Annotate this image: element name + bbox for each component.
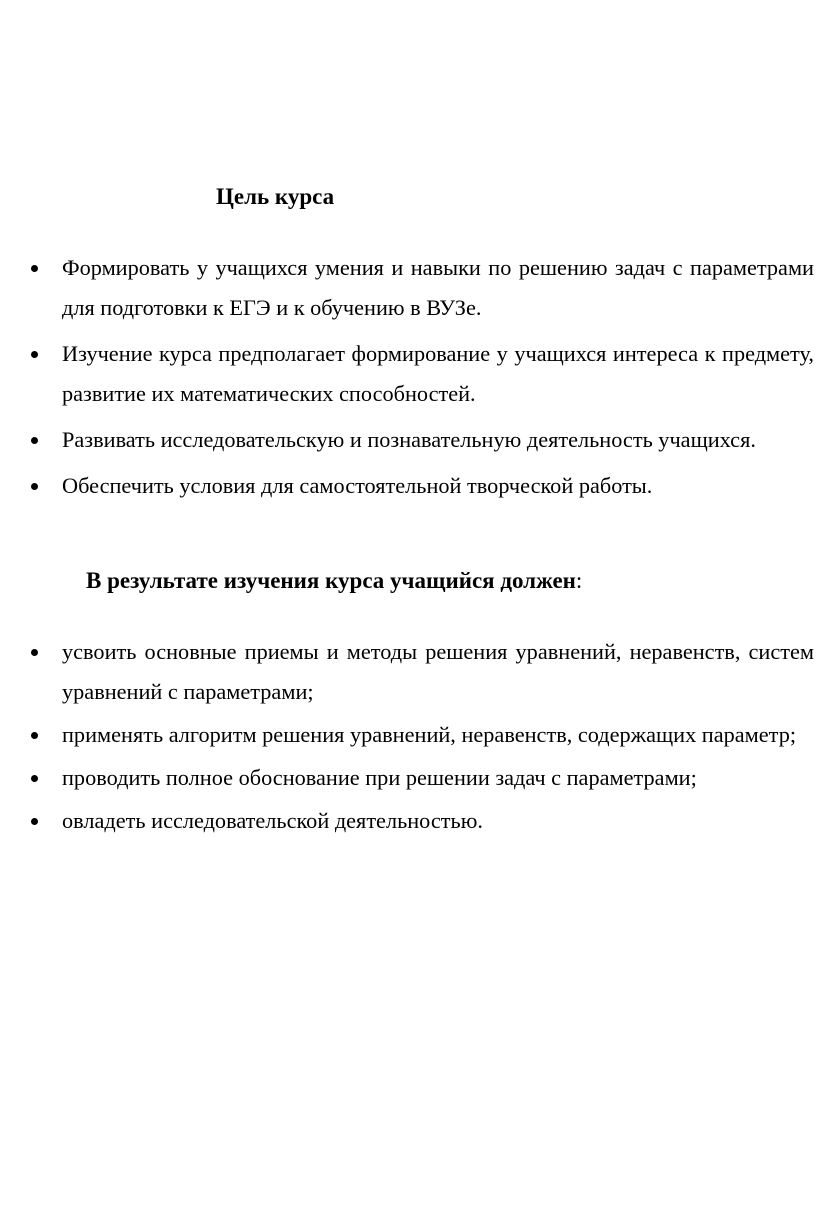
result-item [0,715,816,755]
result-item [0,801,816,841]
goal-heading: Цель курса [216,184,335,209]
goal-item-text: Обеспечить условия для самостоятельной творческой работы. [62,473,653,498]
bullet-dot-icon [31,818,38,825]
bullet-dot-icon [31,437,38,444]
goal-item-text: Изучение курса предполагает формирование у учащихся интереса к предмету, развитие их математических способностей. [62,341,814,406]
result-item-text: усвоить основные приемы и методы решения уравнений, неравенств, систем уравнений с параметрами; [62,639,814,704]
goal-item [0,334,816,414]
bullet-dot-icon [31,483,38,490]
result-item-text: проводить полное обоснование при решении задач с параметрами; [62,765,697,790]
goals-list [0,248,816,512]
results-list [0,632,816,844]
bullet-dot-icon [31,775,38,782]
goal-item [0,466,816,506]
bullet-dot-icon [31,351,38,358]
result-item [0,632,816,712]
bullet-dot-icon [31,649,38,656]
goal-item-text: Развивать исследовательскую и познавательную деятельность учащихся. [62,427,756,452]
result-item-text: применять алгоритм решения уравнений, неравенств, содержащих параметр; [62,722,797,747]
goal-item [0,420,816,460]
result-item-text: овладеть исследовательской деятельностью. [62,808,483,833]
result-heading-colon: : [575,568,583,593]
bullet-dot-icon [31,732,38,739]
result-heading [86,567,582,595]
goal-item-text: Формировать у учащихся умения и навыки по решению задач с параметрами для подготовки к ЕГЭ и к обучению в ВУЗе. [62,255,814,320]
result-heading-text: В результате изучения курса учащийся должен [86,568,576,593]
goal-item [0,248,816,328]
bullet-dot-icon [31,265,38,272]
result-item [0,758,816,798]
